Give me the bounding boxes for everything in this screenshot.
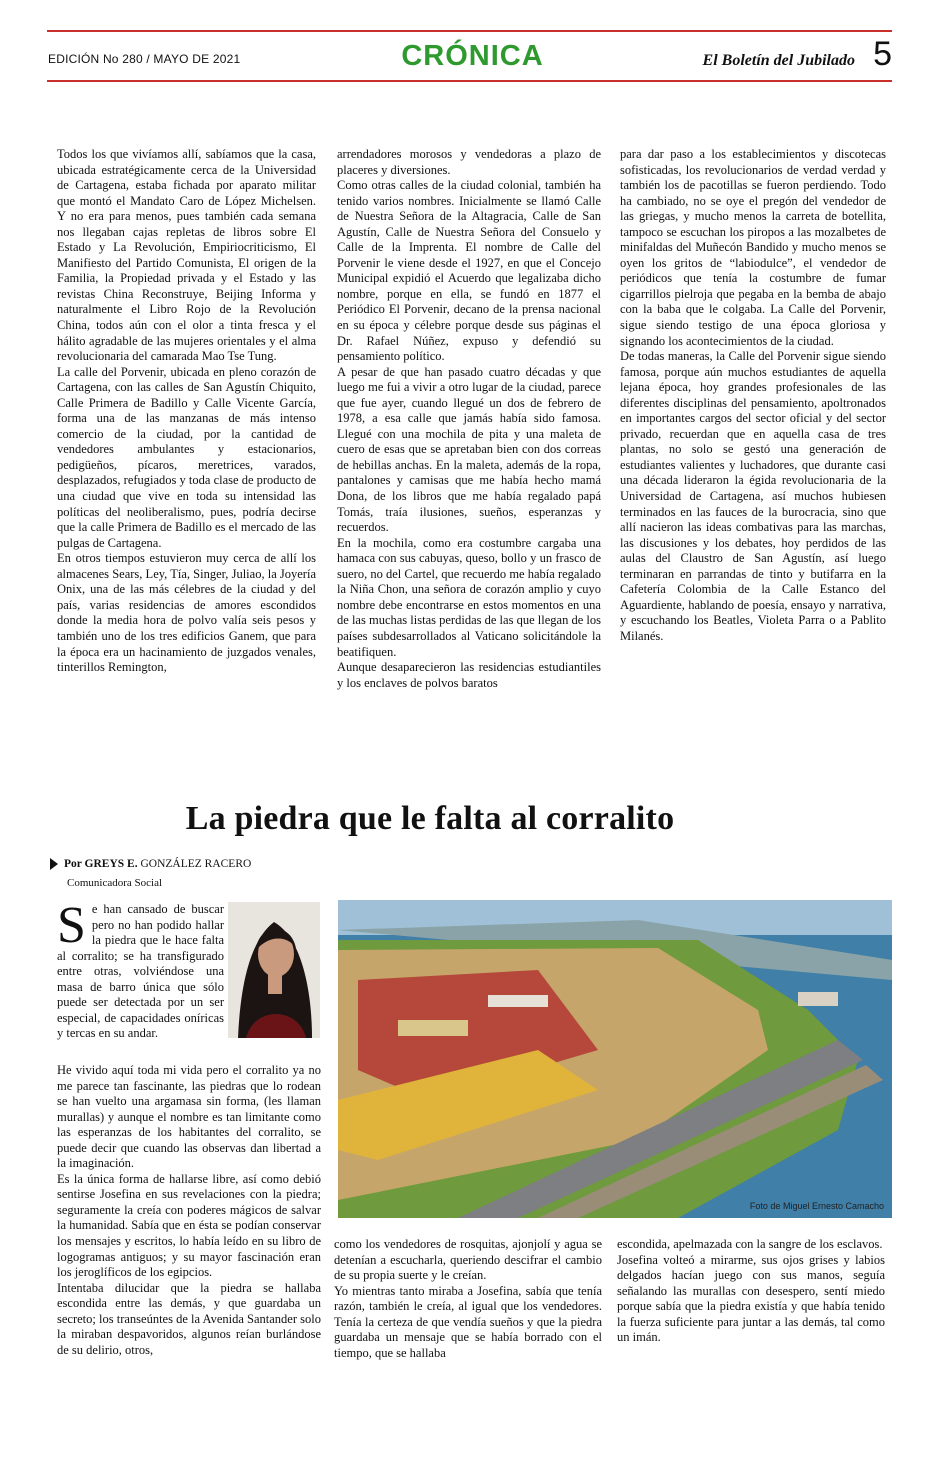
- paragraph: Yo mientras tanto miraba a Josefina, sabía que tenía razón, también le creía, al igual que los vendedores. Tenía la certeza de que vendía sueños y que la piedra guardaba un mensaje que se había borrado con el tiempo, que se hallaba: [334, 1283, 602, 1360]
- top-article-column-2: [337, 147, 601, 691]
- paragraph: A pesar de que han pasado cuatro décadas y que luego me fui a vivir a otro lugar de la ciudad, parece que fue ayer, cuando llegué un dos de febrero de 1978, a esa calle que jamás había sido famosa. Llegué con una mochila de pita y una maleta de cuero de esas que se apretaban bien con dos correas de hebillas anchas. En la maleta, además de la ropa, pantalones y camisas que me había hecho mamá Dona, de los libros que me había regalado papá Tomás, traía ilusiones, sueños, esperanzas y recuerdos.: [337, 364, 601, 535]
- page-number: 5: [873, 35, 892, 73]
- paragraph: como los vendedores de rosquitas, ajonjolí y agua se detenían a escucharla, queriendo descifrar el cambio de su propia suerte y le creían.: [334, 1237, 602, 1283]
- drop-cap: S: [57, 897, 86, 954]
- top-article-column-1: [57, 147, 316, 676]
- article-headline: La piedra que le falta al corralito: [185, 800, 675, 837]
- paragraph: para dar paso a los establecimientos y discotecas sofisticadas, los revolucionarios de verdad verdad y también los de pacotillas se fueron perdiendo. Todo ha cambiado, no se oye el pregón del vendedor de las griegas, y mucho menos la carreta de botellita, tampoco se escuchan los piropos a las mozalbetes de minifaldas del Muñecón Bandido y mucho menos se oyen los gritos de “labiodulce”, el vendedor de periódicos que tenía la costumbre de fumar cigarrillos pielroja que pegaba en la bemba de abajo con la baba que le colgaba. La Calle del Porvenir, sigue siendo testigo de una época gloriosa y signando los acontecimientos de la ciudad.: [620, 147, 886, 348]
- photo-caption: Foto de Miguel Ernesto Camacho: [749, 1201, 884, 1211]
- top-article-column-3: [620, 147, 886, 645]
- bottom-article-column-3: [617, 1237, 885, 1346]
- top-rule: [47, 30, 892, 32]
- edition-info: EDICIÓN No 280 / MAYO DE 2021: [48, 52, 241, 66]
- byline-name: GONZÁLEZ RACERO: [137, 858, 252, 870]
- paragraph: Intentaba dilucidar que la piedra se hallaba escondida entre las demás, y que guardaba un secreto; los transeúntes de la Avenida Santander solo la miraban despavoridos, algunos reían burlándose de su delirio, otros,: [57, 1280, 321, 1357]
- paragraph: De todas maneras, la Calle del Porvenir sigue siendo famosa, porque aún muchos estudiantes de aquella lejana época, hoy grandes profesionales de las diferentes disciplinas del pensamiento, apoltronados en importantes cargos del sector oficial y del sector privado, recuerdan que en aquella casa de tres plantas, no solo se gestó una generación de estudiantes valientes y luchadores, que durante casi una década lideraron la égida revolucionaria de la Universidad de Cartagena, así muchos hubiesen terminados en las fauces de la burocracia, sino que allí nacieron las ideas combativas para las marchas, las discusiones y los debates, hoy perdidos de las aulas del Claustro de San Agustín, así luego terminaran en parrandas de tinto y butifarra en la Cafetería Colombia de la Calle Estanco del Aguardiente, hablando de poesía, ensayo y narrativa, y escuchando los Beatles, Violeta Parra o a Pablito Milanés.: [620, 349, 886, 643]
- byline-arrow-icon: [50, 858, 58, 870]
- author-portrait: [228, 902, 320, 1038]
- paragraph: Como otras calles de la ciudad colonial, también ha tenido varios nombres. Inicialmente se llamó Calle de Nuestra Señora de la Altagracia, Calle de San Agustín, Calle de Nuestra Señora del Consuelo y Calle de la Imprenta. El nombre de Calle del Porvenir le viene desde el 1927, en que el Concejo Municipal expidió el Acuerdo que legalizaba dicho nombre, porque en ella, se fundó en 1877 el Periódico El Porvenir, decano de la prensa nacional en su época y célebre porque desde sus páginas el Dr. Rafael Núñez, expuso y defendió su pensamiento político.: [337, 178, 601, 364]
- author-role: Comunicadora Social: [67, 877, 163, 889]
- aerial-photo: [338, 900, 892, 1218]
- byline: [50, 858, 251, 870]
- bottom-article-column-2: [334, 1237, 602, 1361]
- paragraph: Josefina volteó a mirarme, sus ojos grises y labios delgados hacían juego con sus manos, seguía señalando las murallas con desespero, sentí miedo porque sabía que la piedra existía y que había tenido la fuerza suficiente para juntar a las demás, tal como un imán.: [617, 1252, 885, 1345]
- paragraph: La calle del Porvenir, ubicada en pleno corazón de Cartagena, con las calles de San Agustín Chiquito, Calle Primera de Badillo y Calle Vicente García, forma una de las manzanas de más intenso comercio de la ciudad, por la cantidad de vendedores ambulantes y estacionarios, pedigüeños, pícaros, meretrices, varados, desplazados, refugiados y toda clase de producto de una ciudad que vive en toda su intensidad las políticas del neoliberalismo, pues, podría decirse que la calle Primera de Badillo es el mercado de las pulgas de Cartagena.: [57, 364, 316, 550]
- paragraph: arrendadores morosos y vendedoras a plazo de placeres y diversiones.: [337, 147, 601, 177]
- section-title: CRÓNICA: [401, 40, 544, 72]
- publication-name: El Boletín del Jubilado: [702, 52, 855, 69]
- byline-prefix: Por GREYS E.: [64, 858, 138, 870]
- header-rule: [47, 80, 892, 82]
- paragraph: En la mochila, como era costumbre cargaba una hamaca con sus cabuyas, queso, bollo y un frasco de suero, no del Cartel, que recuerdo me había regalado la Niña Chon, una señora de corazón amplio y cuyo nombre debe encontrarse en estos momentos en una de las muchas listas perdidas de las que llegan de los países subdesarrollados al Vaticano solicitándole la beatifiquen.: [337, 535, 601, 659]
- lead-paragraph: [57, 897, 224, 1042]
- paragraph: He vivido aquí toda mi vida pero el corralito ya no me parece tan fascinante, las piedras que lo rodean se han vuelto una argamasa sin forma, (les llaman murallas) y aunque el nombre es tan limitante como las esperanzas de los habitantes del corralito, se puede decir que cuando las observas dan libertad a la imaginación.: [57, 1063, 321, 1171]
- bottom-article-column-1: [57, 1063, 321, 1358]
- paragraph: En otros tiempos estuvieron muy cerca de allí los almacenes Sears, Ley, Tía, Singer, Juliao, la Joyería Onix, una de las más célebres de la ciudad y del país, varias residencias de amores escondidos donde la media hora de polvo valía seis pesos y también uno de los tres edificios Ganem, que para la época era un hacinamiento de juzgados venales, tinterillos Remington,: [57, 551, 316, 675]
- paragraph: Todos los que vivíamos allí, sabíamos que la casa, ubicada estratégicamente cerca de la Universidad de Cartagena, estaba fichada por aparato militar que montó el Mandato Caro de López Michelsen. Y no era para menos, pues también cada semana nos llegaban cajas repletas de libros sobre El Estado y La Revolución, Empiriocriticismo, El Manifiesto del Partido Comunista, El origen de la Familia, la Propiedad privada y el Estado y las revistas China Reconstruye, Beijing Informa y naturalmente el Libro Rojo de la Revolución China, todos aún con el olor a tinta fresca y el hálito agradable de las mujeres orientales y el alma revolucionaria del camarada Mao Tse Tung.: [57, 147, 316, 364]
- paragraph: Es la única forma de hallarse libre, así como debió sentirse Josefina en sus revelaciones con la piedra; seguramente la creía con poderes mágicos de salvar la humanidad. Sabía que en ésta se podían conservar los mensajes y escritos, lo había leído en su libro de logogramas antiguos; y su mayor fascinación eran los jeroglíficos de los egipcios.: [57, 1171, 321, 1280]
- paragraph: Aunque desaparecieron las residencias estudiantiles y los enclaves de polvos baratos: [337, 660, 601, 690]
- lead-text: e han cansado de buscar pero no han podido hallar la piedra que le hace falta al corralito; se ha transfigurado entre otras, volviéndose una masa de barro única que sólo puede ser detectada por un ser especial, de capacidades oníricas y tercas en su andar.: [57, 902, 224, 1041]
- paragraph: escondida, apelmazada con la sangre de los esclavos.: [617, 1237, 883, 1251]
